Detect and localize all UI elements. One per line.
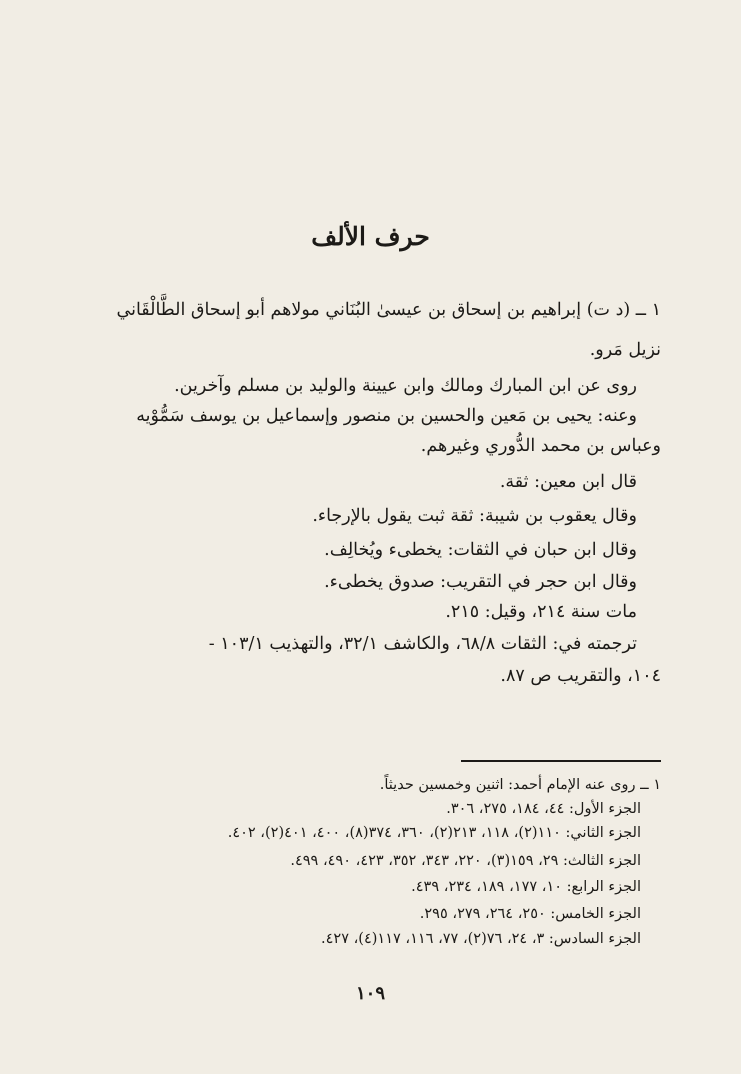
- students-line-1: وعنه: يحيى بن مَعين والحسين بن منصور وإسماعيل بن يوسف سَمُّوْيه: [136, 406, 637, 426]
- footnote-part-1: الجزء الأول: ٤٤، ١٨٤، ٢٧٥، ٣٠٦.: [446, 801, 641, 817]
- quote-ibn-maein: قال ابن معين: ثقة.: [499, 472, 637, 492]
- footnote-intro: ١ ــ روى عنه الإمام أحمد: اثنين وخمسين حديثاً.: [379, 777, 661, 793]
- narrated-from: روى عن ابن المبارك ومالك وابن عيينة والوليد بن مسلم وآخرين.: [174, 376, 637, 396]
- footnote-part-6: الجزء السادس: ٣، ٢٤، ٧٦(٢)، ٧٧، ١١٦، ١١٧(٤)، ٤٢٧.: [321, 931, 641, 947]
- footnote-part-5: الجزء الخامس: ٢٥٠، ٢٦٤، ٢٧٩، ٢٩٥.: [419, 906, 641, 922]
- students-line-2: وعباس بن محمد الدُّوري وغيرهم.: [420, 436, 661, 456]
- quote-ibn-hibban: وقال ابن حبان في الثقات: يخطىء ويُخالِف.: [324, 540, 637, 560]
- chapter-heading: حرف الألف: [311, 222, 430, 251]
- footnote-part-4: الجزء الرابع: ١٠، ١٧٧، ١٨٩، ٢٣٤، ٤٣٩.: [411, 879, 641, 895]
- references-line-1: ترجمته في: الثقات ٦٨/٨، والكاشف ٣٢/١، والتهذيب ١٠٣/١ -: [208, 634, 637, 654]
- references-line-2: ١٠٤، والتقريب ص ٨٧.: [500, 666, 661, 686]
- quote-ibn-hajar: وقال ابن حجر في التقريب: صدوق يخطىء.: [324, 572, 637, 592]
- footnote-part-3: الجزء الثالث: ٢٩، ١٥٩(٣)، ٢٢٠، ٣٤٣، ٣٥٢، ٤٢٣، ٤٩٠، ٤٩٩.: [290, 853, 641, 869]
- death-date: مات سنة ٢١٤، وقيل: ٢١٥.: [445, 602, 637, 622]
- footnote-divider: [461, 760, 661, 762]
- entry-title-line-2: نزيل مَرو.: [589, 340, 661, 360]
- page-number: ١٠٩: [355, 983, 385, 1004]
- entry-title-line-1: ١ ــ (د ت) إبراهيم بن إسحاق بن عيسىٰ البُنَاني مولاهم أبو إسحاق الطَّالْقَاني: [116, 300, 661, 320]
- footnote-part-2: الجزء الثاني: ١١٠(٢)، ١١٨، ٢١٣(٢)، ٣٦٠، ٣٧٤(٨)، ٤٠٠، ٤٠١(٢)، ٤٠٢.: [227, 825, 641, 841]
- quote-yaqub: وقال يعقوب بن شيبة: ثقة ثبت يقول بالإرجاء.: [312, 506, 637, 526]
